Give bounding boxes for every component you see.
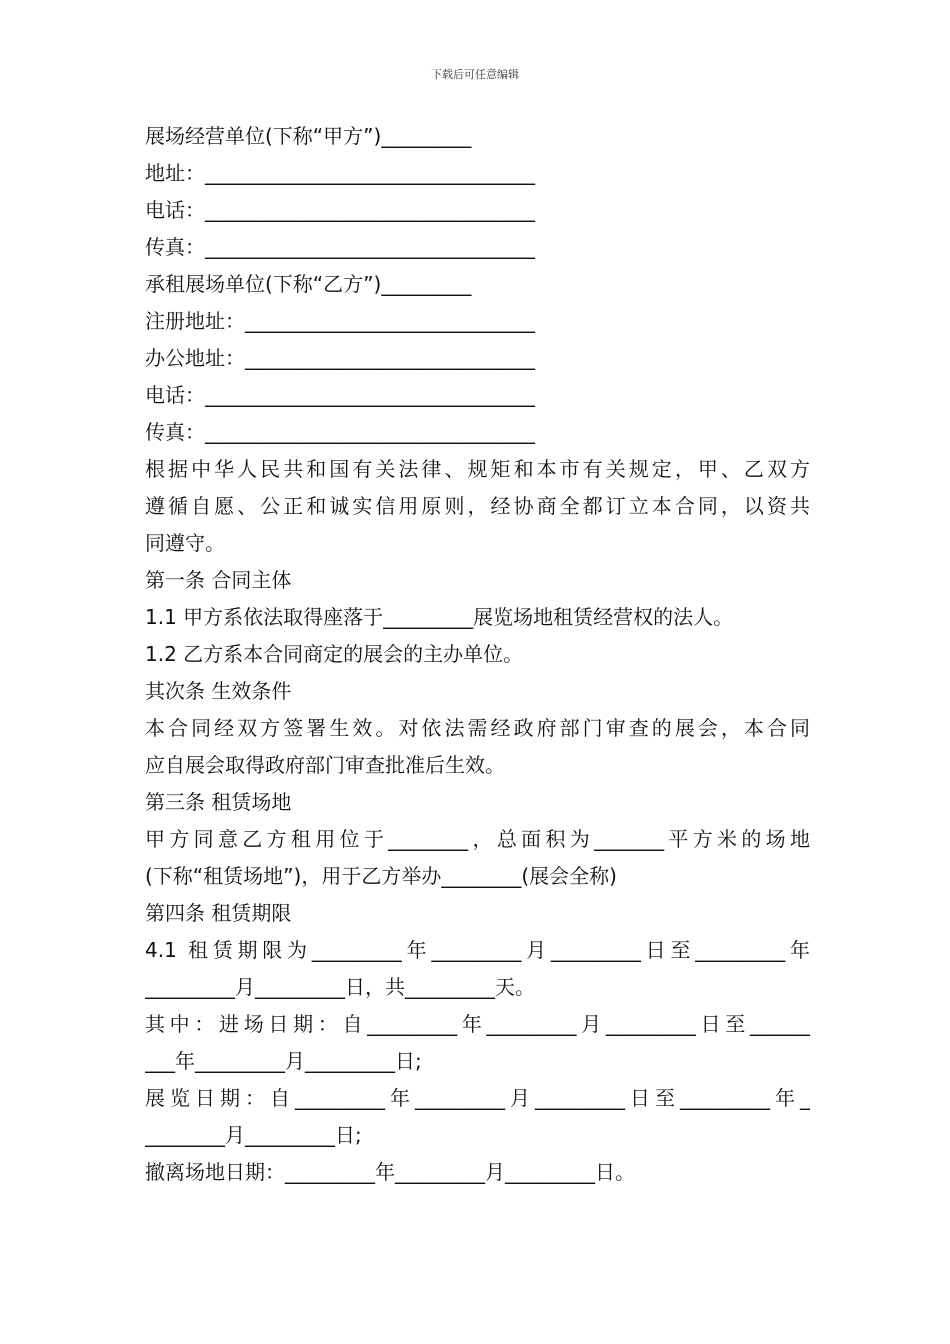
move-out-date-line: 撤离场地日期：_________年_________月_________日。 xyxy=(145,1160,635,1184)
clause-1-1: 1.1 甲方系依法取得座落于_________展览场地租赁经营权的法人。 xyxy=(145,605,734,629)
move-in-date-line-2: ___年_________月_________日; xyxy=(145,1049,422,1073)
party-b-fax-line: 传真：_________________________________ xyxy=(145,420,535,444)
exhibition-date-line-2: ________月_________日; xyxy=(145,1123,362,1147)
article-2-text-line-2: 应自展会取得政府部门审查批准后生效。 xyxy=(145,753,505,777)
article-3-heading: 第三条 租赁场地 xyxy=(145,790,292,814)
exhibition-date-line-1: 展览日期：自_________年_________月_________日至_________年_ xyxy=(145,1086,810,1110)
preamble-line-2: 遵循自愿、公正和诚实信用原则，经协商全都订立本合同，以资共 xyxy=(145,494,810,518)
article-4-heading: 第四条 租赁期限 xyxy=(145,901,292,925)
article-1-heading: 第一条 合同主体 xyxy=(145,568,292,592)
page-header: 下载后可任意编辑 xyxy=(431,68,519,81)
article-2-heading: 其次条 生效条件 xyxy=(145,679,292,703)
preamble-line-1: 根据中华人民共和国有关法律、规矩和本市有关规定，甲、乙双方 xyxy=(145,457,810,481)
party-b-office-address-line: 办公地址：_____________________________ xyxy=(145,346,535,370)
preamble-line-3: 同遵守。 xyxy=(145,531,225,555)
party-b-line: 承租展场单位(下称“乙方”)_________ xyxy=(145,272,472,296)
party-a-phone-line: 电话：_________________________________ xyxy=(145,198,535,222)
party-a-fax-line: 传真：_________________________________ xyxy=(145,235,535,259)
contract-body xyxy=(145,118,810,1191)
article-3-text-line-1: 甲方同意乙方租用位于________，总面积为_______平方米的场地 xyxy=(145,827,810,851)
clause-4-1-line-1: 4.1 租赁期限为_________年_________月_________日至_________年 xyxy=(145,938,810,962)
article-3-text-line-2: (下称“租赁场地”)，用于乙方举办________(展会全称) xyxy=(145,864,617,888)
clause-1-2: 1.2 乙方系本合同商定的展会的主办单位。 xyxy=(145,642,524,666)
move-in-date-line-1: 其中：进场日期：自_________年_________月_________日至______ xyxy=(145,1012,810,1036)
article-2-text-line-1: 本合同经双方签署生效。对依法需经政府部门审查的展会，本合同 xyxy=(145,716,810,740)
clause-4-1-line-2: _________月_________日，共_________天。 xyxy=(145,975,535,999)
party-b-registered-address-line: 注册地址：_____________________________ xyxy=(145,309,535,333)
party-a-address-line: 地址：_________________________________ xyxy=(145,161,535,185)
party-a-line: 展场经营单位(下称“甲方”)_________ xyxy=(145,124,472,148)
party-b-phone-line: 电话：_________________________________ xyxy=(145,383,535,407)
